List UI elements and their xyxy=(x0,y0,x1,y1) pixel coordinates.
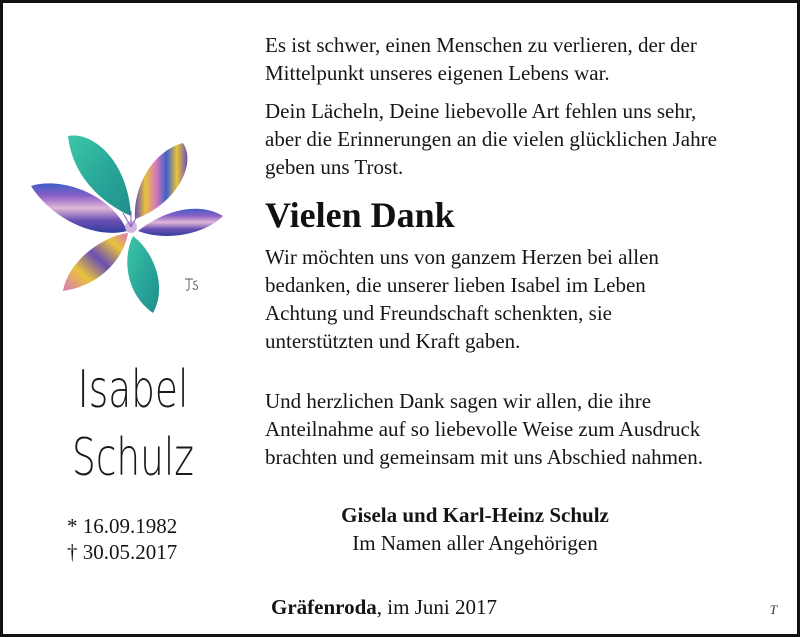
birth-date: * 16.09.1982 xyxy=(67,514,178,538)
deceased-first-name: Isabel xyxy=(77,360,189,420)
petal-bottom-left xyxy=(63,233,128,291)
thanks-paragraph xyxy=(265,243,785,355)
memory-line: Dein Lächeln, Deine liebevolle Art fehlen uns sehr, xyxy=(265,99,697,123)
petal-bottom xyxy=(127,236,159,313)
condolence-line: Und herzlichen Dank sagen wir allen, die ihre xyxy=(265,389,652,413)
place-and-date xyxy=(271,593,497,621)
thanks-line: bedanken, die unserer lieben Isabel im Leben xyxy=(265,273,646,297)
memory-line: geben uns Trost. xyxy=(265,155,404,179)
intro-line: Mittelpunkt unseres eigenen Lebens war. xyxy=(265,61,610,85)
intro-line: Es ist schwer, einen Menschen zu verlieren, der der xyxy=(265,33,697,57)
publication-date: , im Juni 2017 xyxy=(376,595,497,619)
condolence-line: brachten und gemeinsam mit uns Abschied nahmen. xyxy=(265,445,703,469)
condolence-line: Anteilnahme auf so liebevolle Weise zum Ausdruck xyxy=(265,417,701,441)
signature-block xyxy=(265,501,685,557)
thanks-line: Achtung und Freundschaft schenkten, sie xyxy=(265,301,613,325)
petal-right xyxy=(138,209,223,236)
town-name: Gräfenroda xyxy=(271,595,377,619)
signer-names: Gisela und Karl-Heinz Schulz xyxy=(341,503,609,527)
memory-line: aber die Erinnerungen an die vielen glücklichen Jahre xyxy=(265,127,717,151)
memory-paragraph xyxy=(265,97,785,181)
signer-subtitle: Im Namen aller Angehörigen xyxy=(352,531,598,555)
thanks-line: Wir möchten uns von ganzem Herzen bei allen xyxy=(265,245,659,269)
thanks-heading: Vielen Dank xyxy=(265,195,455,235)
lily-flower-illustration xyxy=(23,121,243,321)
condolence-paragraph xyxy=(265,387,785,471)
message-column xyxy=(265,31,785,481)
intro-quote xyxy=(265,31,785,87)
deceased-last-name: Schulz xyxy=(72,428,194,488)
corner-mark: T xyxy=(769,602,777,617)
death-date: † 30.05.2017 xyxy=(67,540,178,564)
petal-top-right xyxy=(135,143,188,219)
artist-signature xyxy=(185,279,198,290)
life-dates xyxy=(67,513,177,565)
thanks-line: unterstützten und Kraft gaben. xyxy=(265,329,521,353)
